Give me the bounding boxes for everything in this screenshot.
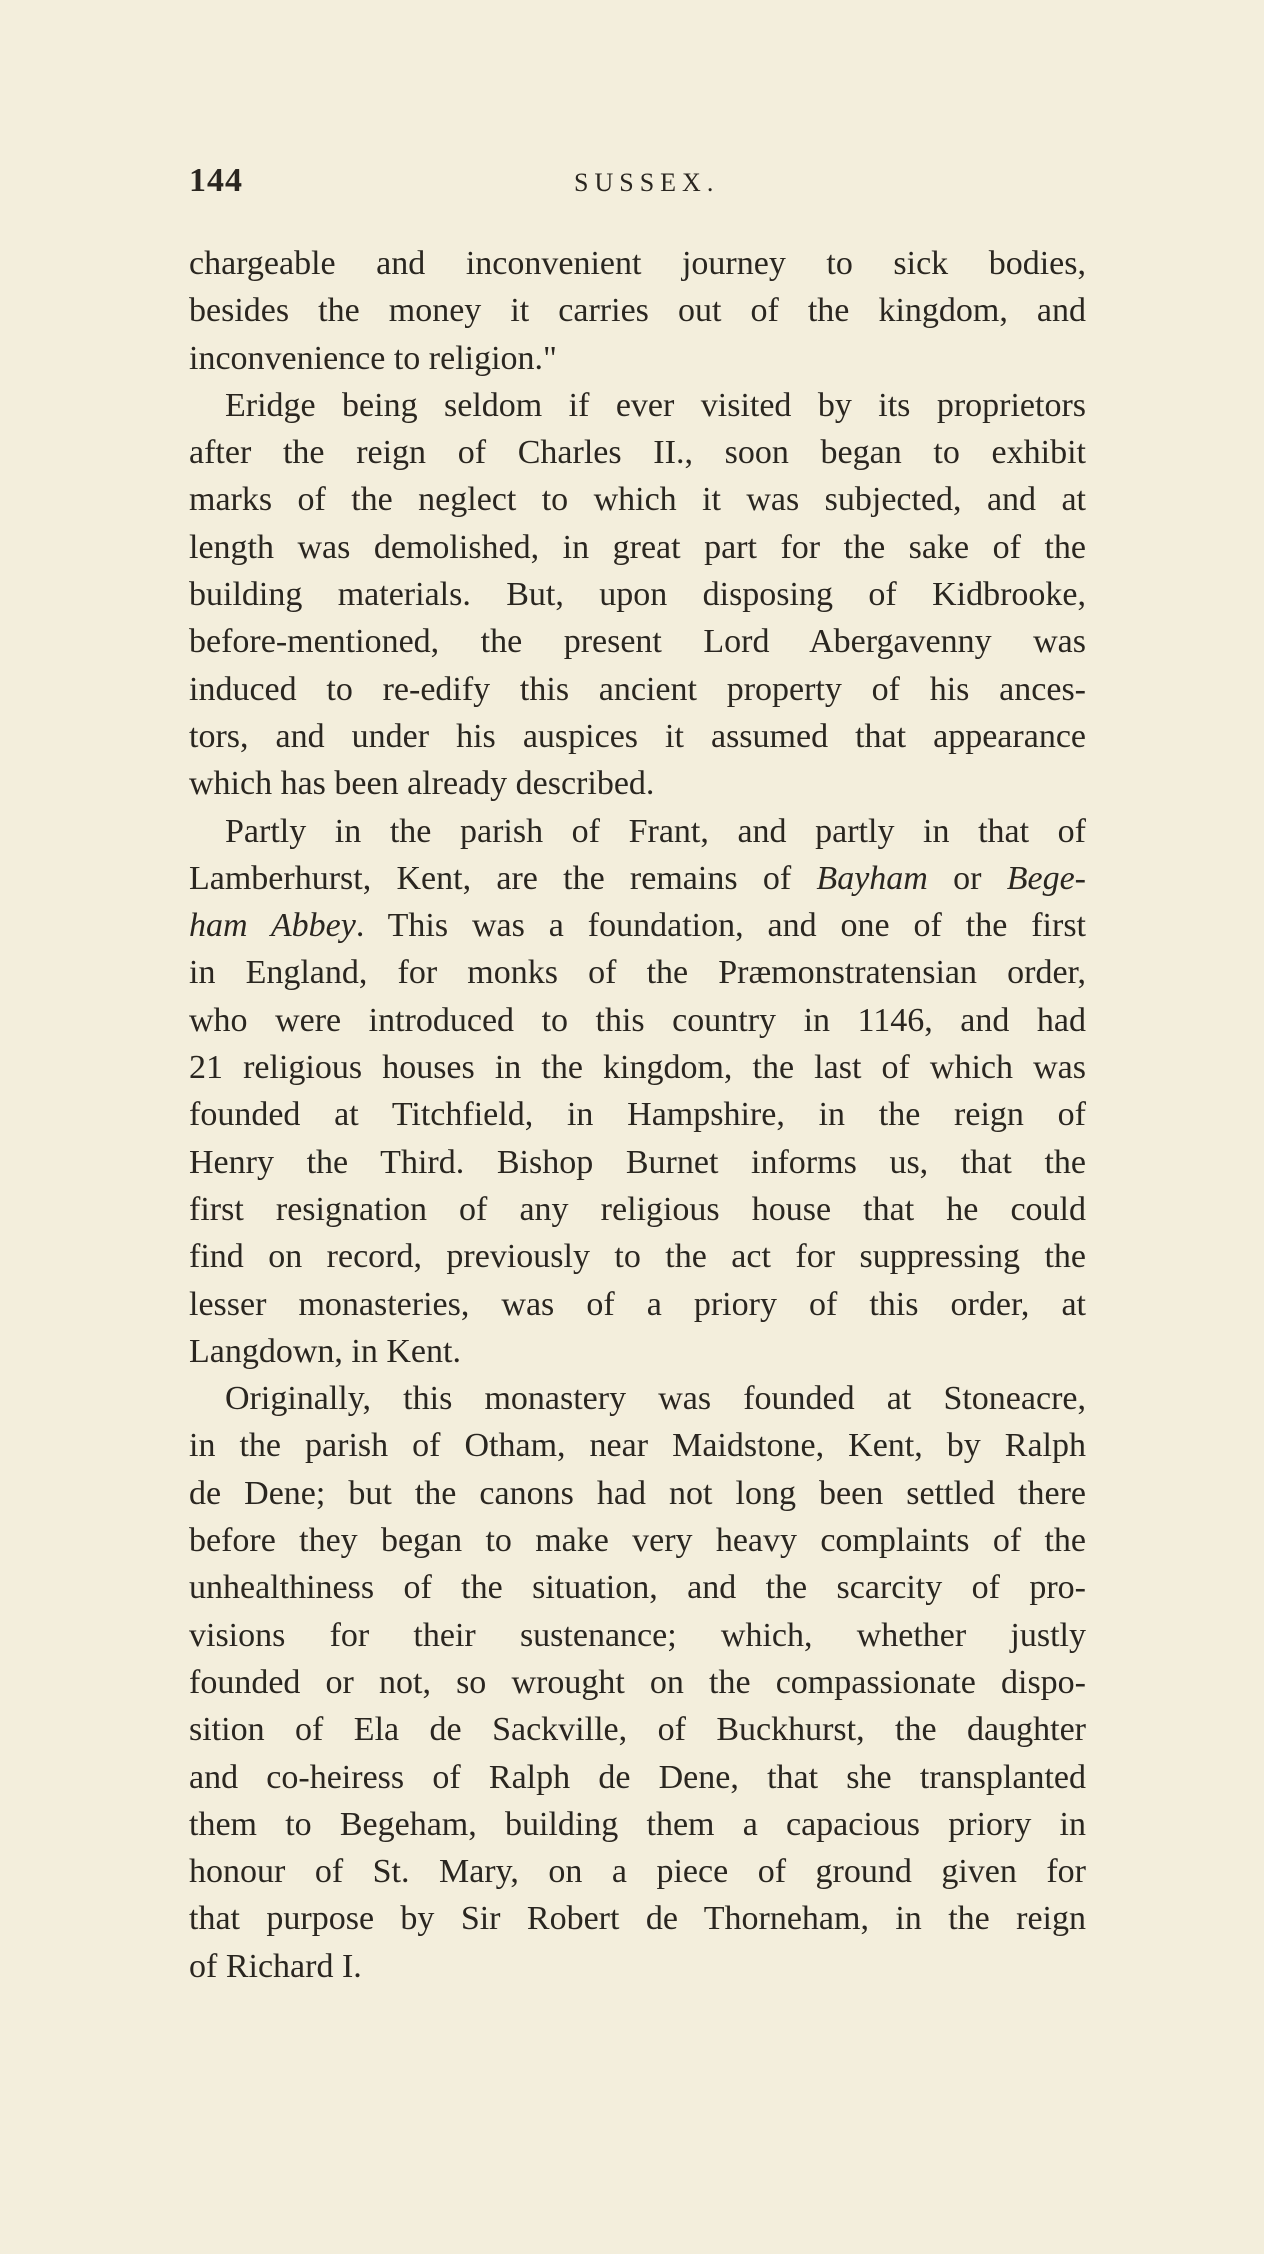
italic-place-name: Bayham <box>816 859 928 897</box>
text-run: or <box>927 859 1007 897</box>
text-line: that purpose by Sir Robert de Thorneham, in the reign <box>189 1900 1086 1938</box>
text-line: lesser monasteries, was of a priory of this order, at <box>189 1285 1086 1323</box>
text-run: . This was a foundation, and one of the first <box>355 907 1086 945</box>
page-number: 144 <box>189 162 243 199</box>
paragraph-first-line: Originally, this monastery was founded at Stoneacre, <box>225 1380 1086 1418</box>
text-line: chargeable and inconvenient journey to sick bodies, <box>189 245 1086 282</box>
text-line: 21 religious houses in the kingdom, the last of which was <box>189 1049 1086 1087</box>
text-line: after the reign of Charles II., soon began to exhibit <box>189 434 1086 472</box>
text-line: before-mentioned, the present Lord Abergavenny was <box>189 623 1086 661</box>
text-line: marks of the neglect to which it was subjected, and at <box>189 481 1086 519</box>
text-line: who were introduced to this country in 1146, and had <box>189 1001 1086 1039</box>
text-line: before they began to make very heavy complaints of the <box>189 1522 1086 1560</box>
text-line: building materials. But, upon disposing of Kidbrooke, <box>189 576 1086 614</box>
text-line: unhealthiness of the situation, and the scarcity of pro- <box>189 1569 1086 1607</box>
text-line: Henry the Third. Bishop Burnet informs us, that the <box>189 1143 1086 1181</box>
paragraph-first-line: Eridge being seldom if ever visited by its proprietors <box>225 386 1086 424</box>
text-line: in England, for monks of the Præmonstratensian order, <box>189 954 1086 992</box>
text-line: Langdown, in Kent. <box>189 1332 461 1370</box>
text-line: and co-heiress of Ralph de Dene, that she transplanted <box>189 1758 1086 1796</box>
text-line: tors, and under his auspices it assumed that appearance <box>189 717 1086 755</box>
running-head: SUSSEX. <box>574 168 720 197</box>
text-line: visions for their sustenance; which, whether justly <box>189 1616 1086 1654</box>
italic-place-name: Bege- <box>1006 859 1086 897</box>
text-line: founded at Titchfield, in Hampshire, in the reign of <box>189 1096 1086 1134</box>
page-header <box>189 162 1079 212</box>
text-line: founded or not, so wrought on the compassionate dispo- <box>189 1663 1086 1701</box>
text-line: besides the money it carries out of the kingdom, and <box>189 292 1086 330</box>
text-line: induced to re-edify this ancient property of his ances- <box>189 670 1086 708</box>
text-line: in the parish of Otham, near Maidstone, Kent, by Ralph <box>189 1427 1086 1465</box>
text-line <box>189 902 1086 949</box>
italic-place-name: ham Abbey <box>189 907 356 945</box>
text-line: inconvenience to religion." <box>189 339 557 377</box>
text-line: of Richard I. <box>189 1947 362 1985</box>
text-line: sition of Ela de Sackville, of Buckhurst, the daughter <box>189 1711 1086 1749</box>
text-line: first resignation of any religious house that he could <box>189 1190 1086 1228</box>
text-line <box>189 855 1086 902</box>
text-line: which has been already described. <box>189 765 655 803</box>
text-line: them to Begeham, building them a capacious priory in <box>189 1805 1086 1843</box>
paragraph-first-line: Partly in the parish of Frant, and partly in that of <box>225 812 1086 850</box>
text-line: length was demolished, in great part for the sake of the <box>189 528 1086 566</box>
text-line: honour of St. Mary, on a piece of ground given for <box>189 1853 1086 1891</box>
text-run: Lamberhurst, Kent, are the remains of <box>189 859 817 897</box>
text-line: de Dene; but the canons had not long been settled there <box>189 1474 1086 1512</box>
text-line: find on record, previously to the act for suppressing the <box>189 1238 1086 1276</box>
body-text <box>189 240 1086 1990</box>
